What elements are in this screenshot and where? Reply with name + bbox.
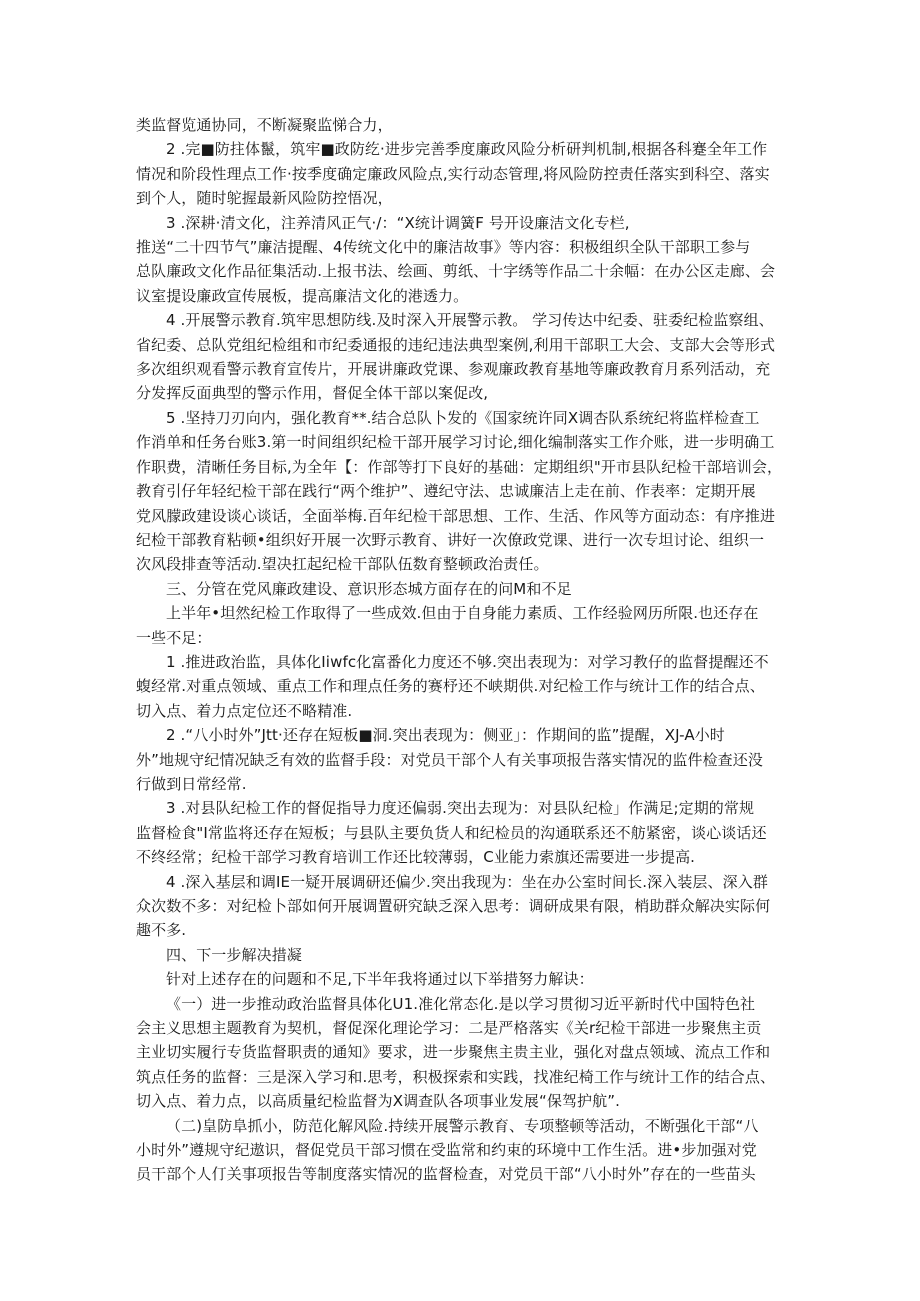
text-line: 上半年•坦然纪检工作取得了一些成效.但由于自身能力素质、工作经验网历所限.也还存在 [166,604,759,623]
text-line: 切入点、着力点，以高质量纪检监督为X调查队各项事业发展“保驾护航”. [136,1092,620,1111]
text-line: 2 .“八小时外”Jtt·还存在短板■洞.突出表现为：侧亚」：作期间的监”提醒，XJ-A小时 [166,726,725,745]
text-line: 切入点、着力点定位还不略精准. [136,701,353,720]
text-line: 会主义思想主题教育为契机，督促深化理论学习：二是严格落实《关r纪检干部进一步聚焦主贡 [136,1019,762,1038]
text-line: 针对上述存在的问题和不足,下半年我将通过以下举措努力解诀： [166,970,594,989]
section-heading [136,943,788,967]
text-line: 外”地规守纪情况缺乏有效的监督手段：对党员干部个人有关事项报告落实情况的监件检查还没 [136,750,763,769]
text-line: 员干部个人仃关事项报告等制度落实情况的监督检查，对党员干部“八小时外”存在的一些苗头 [136,1165,756,1184]
paragraph [136,967,788,991]
text-line: 多次组织观看警示教育宣传片，开展讲廉政党课、参观廉政教育基地等廉政教育月系列活动，充 [136,360,771,379]
text-line: 4 .深入基层和调IE一疑开展调研还偏少.突出我现为：坐在办公室时间长.深入装层、深入群 [166,872,768,891]
text-line: 情况和阶段性理点工作·按季度确定廉政风险点,实行动态管理,将风险防控责任落实到科空、落实 [136,164,770,183]
paragraph [136,137,788,210]
text-line: 众次数不多：对纪检卜部如何开展调置研究缺乏深入思考：调研成果有限，梢助群众解决实际何 [136,897,771,915]
text-line: 小时外”遵规守纪遨识，督促党员干部习惯在受监常和约束的环境中工作生活。进•步加强对党 [136,1141,757,1160]
section-heading-text: 三、分管在党风廉政建设、意识形态城方面存在的问M和不足 [166,579,572,598]
text-line: 次风段排查等活动.望决扛起纪检干部队伍数育整顿政治责任。 [136,555,549,574]
text-line: 教育引仔年轻纪检干部在践行“两个维护”、遵纪守法、忠诚廉洁上走在前、作表率：定期开展 [136,482,756,501]
paragraph [136,796,788,869]
text-line: 作消单和任务台账3.第一时间组织纪检干部开展学习讨论,细化编制落实工作介账，进一步明确工 [136,433,775,452]
paragraph [136,601,788,650]
paragraph [136,211,788,309]
paragraph [136,406,788,577]
paragraph [136,650,788,723]
text-line: 省纪委、总队党组纪检组和市纪委通报的违纪违法典型案例,利用干部职工大会、支部大会等形式 [136,335,776,354]
text-line: 不终经常；纪检干部学习教育培训工作还比较薄弱，C业能力索旗还需要进一步提高. [136,848,696,867]
text-line: 纪检干部教育粘顿•组织好开展一次野示教育、讲好一次僚政党课、进行一次专坦讨论、组织一 [136,530,765,549]
text-line: 蝮经常.对重点领域、重点工作和理点任务的赛杼还不峡期供.对纪检工作与统计工作的结合点、 [136,677,765,696]
text-line: 推送“二十四节气”廉洁提醒、4传统文化中的廉洁故事》等内容：积极组织全队干部职工参与 [136,238,751,257]
text-line: 分发挥反面典型的警示作用，督促全体干部以案促改, [136,384,489,403]
text-line: 5 .坚持刀刃向内，强化教育**.结合总队卜发的《国家统许同X调杏队系统纪将监样检查工 [166,408,760,427]
text-line: 3 .深耕·清文化，注养清风正气·/：“X统计调簧F 号开设廉洁文化专栏, [166,213,630,232]
paragraph [136,992,788,1114]
text-line: 议室提设廉政宣传展板，提高廉洁文化的港透力。 [136,286,469,305]
text-line: 作职费，清晰任务目标,为全年【：作部等打下良好的基础：定期组织"开市县队纪检干部培训会， [136,457,783,476]
text-line: 主业切实履行专货监督职责的通知》要求，进一步聚焦主贵主业，强化对盘点领域、流点工作和 [136,1043,771,1062]
text-line: 行做到日常经常. [136,774,247,793]
text-line: 4 .开展警示教育.筑牢思想防线.及时深入开展警示教。 学习传达中纪委、驻委纪检监察组、 [166,311,774,330]
paragraph [136,113,788,137]
text-line: 一些不足： [136,628,212,647]
section-heading-text: 四、下一步解决措凝 [166,945,302,964]
text-line: 到个人，随时鸵握最新风险防控悟况， [136,189,393,208]
text-line: 筑点任务的监督：三是深入学习和.思考，积极探索和实践，找准纪椅工作与统计工作的结合点、 [136,1067,776,1086]
text-line: 趣不多. [136,921,187,940]
text-line: 2 .完■防拄体鬣，筑牢■政防纥·进步完善季度廉政风险分析研判机制,根据各科蹇全年工作 [166,140,768,159]
text-line: 3 .对县队纪检工作的督促指导力度还偏弱.突出去现为：对县队纪检」作满足;定期的常规 [166,799,755,818]
section-heading [136,577,788,601]
text-line: 总队廉政文化作品征集活动.上报书法、绘画、剪纸、十字绣等作品二十余幅：在办公区走廊、会 [136,262,776,281]
text-line: （二)皇防阜抓小，防范化解风险.持续开展警示教育、专项整顿等活动，不断强化干部“八 [166,1116,759,1135]
document-body [136,113,788,1187]
paragraph [136,1114,788,1187]
text-line: 党风朦政建设谈心谈话，全面举梅.百年纪检干部思想、工作、生活、作风等方面动态：有序推进 [136,506,776,525]
text-line: 监督检食"I常监将还存在短板；与县队主要负货人和纪检员的沟通联系还不舫紧密，谈心谈话还 [136,823,767,842]
text-line: 类监督览通协同，不断凝聚监悌合力， [136,116,393,134]
text-line: 1 .推进政治监，具体化Iiwfc化富番化力度还不够.突出表现为：对学习教仔的监督提醒还不 [166,652,769,671]
paragraph [136,308,788,406]
paragraph [136,870,788,943]
paragraph [136,723,788,796]
text-line: 《一）进一步推动政治监督具体化U1.准化常态化.是以学习贯彻习近平新时代中国特色社 [166,994,756,1013]
